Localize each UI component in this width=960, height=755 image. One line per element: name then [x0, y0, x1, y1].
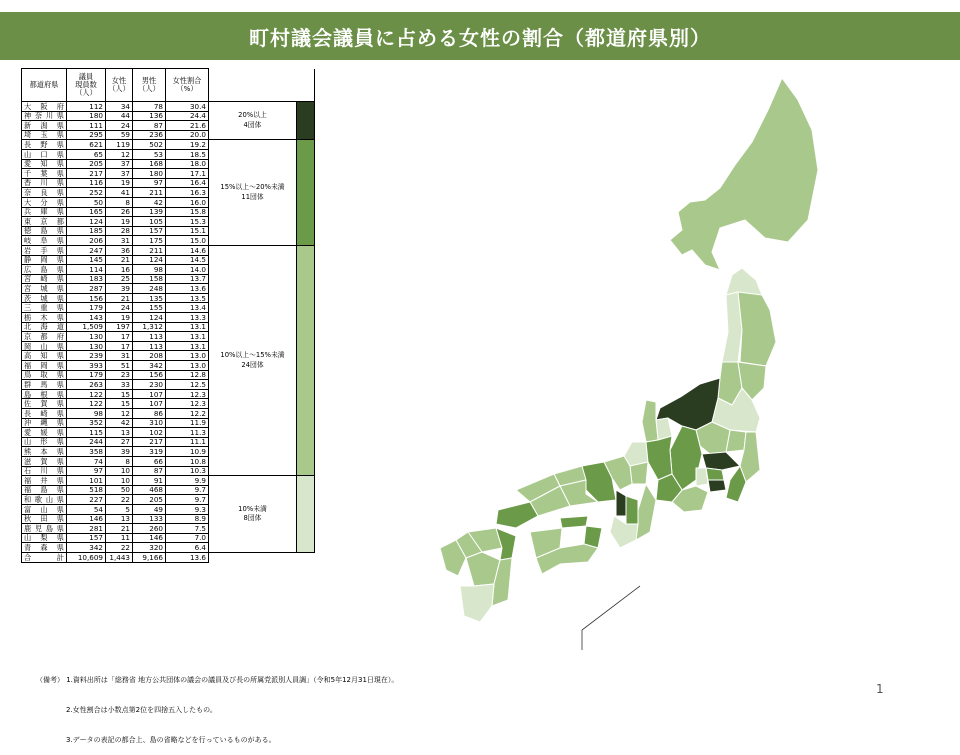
cell-total: 50 — [67, 197, 106, 207]
cell-ratio: 13.5 — [166, 293, 209, 303]
cell-ratio: 15.3 — [166, 217, 209, 227]
page-number: 1 — [876, 682, 884, 696]
cell-prefecture: 沖縄県 — [22, 418, 67, 428]
cell-male: 87 — [133, 121, 166, 131]
cell-prefecture: 石川県 — [22, 466, 67, 476]
cell-prefecture: 富山県 — [22, 504, 67, 514]
cell-ratio: 13.0 — [166, 361, 209, 371]
cell-male: 211 — [133, 188, 166, 198]
header-male: 男性 （人） — [133, 69, 166, 102]
header-group — [209, 69, 297, 102]
note-2: 2.女性割合は小数点第2位を四捨五入したもの。 — [66, 706, 217, 714]
group-label: 15%以上～20%未満 11団体 — [209, 140, 297, 246]
cell-ratio: 12.3 — [166, 399, 209, 409]
cell-total: 146 — [67, 514, 106, 524]
cell-total: 281 — [67, 524, 106, 534]
cell-prefecture: 千葉県 — [22, 169, 67, 179]
cell-female: 19 — [106, 217, 133, 227]
cell-total: 65 — [67, 149, 106, 159]
japan-map — [420, 70, 820, 650]
header-female: 女性 （人） — [106, 69, 133, 102]
cell-prefecture: 福島県 — [22, 485, 67, 495]
cell-female: 15 — [106, 399, 133, 409]
cell-total: 114 — [67, 265, 106, 275]
cell-total: 179 — [67, 303, 106, 313]
cell-ratio: 7.0 — [166, 533, 209, 543]
map-ishikawa — [642, 400, 658, 442]
cell-female: 10 — [106, 466, 133, 476]
cell-female: 39 — [106, 447, 133, 457]
cell-male: 135 — [133, 293, 166, 303]
cell-female: 31 — [106, 351, 133, 361]
cell-male: 42 — [133, 197, 166, 207]
cell-prefecture: 京都府 — [22, 332, 67, 342]
cell-prefecture: 静岡県 — [22, 255, 67, 265]
cell-ratio: 17.1 — [166, 169, 209, 179]
cell-male: 217 — [133, 437, 166, 447]
cell-ratio: 14.5 — [166, 255, 209, 265]
cell-prefecture: 茨城県 — [22, 293, 67, 303]
cell-total: 263 — [67, 380, 106, 390]
cell-ratio: 30.4 — [166, 102, 209, 112]
cell-male: 320 — [133, 543, 166, 553]
cell-total: 239 — [67, 351, 106, 361]
cell-total: 98 — [67, 409, 106, 419]
cell-ratio: 9.9 — [166, 476, 209, 486]
cell-total: 252 — [67, 188, 106, 198]
cell-male: 97 — [133, 178, 166, 188]
cell-ratio: 14.6 — [166, 245, 209, 255]
cell-female: 26 — [106, 207, 133, 217]
cell-prefecture: 滋賀県 — [22, 456, 67, 466]
cell-male: 133 — [133, 514, 166, 524]
okinawa-inset-frame — [582, 586, 640, 650]
cell-male: 107 — [133, 389, 166, 399]
cell-male: 102 — [133, 428, 166, 438]
cell-prefecture: 山梨県 — [22, 533, 67, 543]
cell-prefecture: 神奈川県 — [22, 111, 67, 121]
cell-total: 287 — [67, 284, 106, 294]
cell-total: 145 — [67, 255, 106, 265]
note-3: 3.データの表記の都合上、島の省略などを行っているものがある。 — [66, 736, 276, 744]
cell-female: 11 — [106, 533, 133, 543]
cell-prefecture: 青森県 — [22, 543, 67, 553]
cell-ratio: 12.8 — [166, 370, 209, 380]
cell-ratio: 7.5 — [166, 524, 209, 534]
map-osaka — [616, 490, 626, 516]
cell-total: 54 — [67, 504, 106, 514]
cell-female: 23 — [106, 370, 133, 380]
cell-total: 157 — [67, 533, 106, 543]
cell-ratio: 18.0 — [166, 159, 209, 169]
cell-male: 98 — [133, 265, 166, 275]
cell-total: 518 — [67, 485, 106, 495]
cell-ratio: 11.3 — [166, 428, 209, 438]
total-male: 9,166 — [133, 552, 166, 562]
cell-female: 12 — [106, 409, 133, 419]
cell-female: 28 — [106, 226, 133, 236]
cell-male: 78 — [133, 102, 166, 112]
cell-total: 217 — [67, 169, 106, 179]
cell-ratio: 15.8 — [166, 207, 209, 217]
cell-ratio: 12.2 — [166, 409, 209, 419]
cell-prefecture: 鳥取県 — [22, 370, 67, 380]
cell-prefecture: 福岡県 — [22, 361, 67, 371]
group-color-swatch — [297, 245, 315, 475]
table-row — [22, 245, 315, 255]
cell-female: 19 — [106, 178, 133, 188]
cell-total: 227 — [67, 495, 106, 505]
cell-male: 236 — [133, 130, 166, 140]
cell-ratio: 24.4 — [166, 111, 209, 121]
table-row — [22, 102, 315, 112]
cell-male: 157 — [133, 226, 166, 236]
cell-ratio: 13.3 — [166, 313, 209, 323]
cell-male: 208 — [133, 351, 166, 361]
header-ratio: 女性割合 （%） — [166, 69, 209, 102]
total-ratio: 13.6 — [166, 552, 209, 562]
cell-total: 165 — [67, 207, 106, 217]
cell-female: 24 — [106, 303, 133, 313]
cell-total: 115 — [67, 428, 106, 438]
cell-female: 25 — [106, 274, 133, 284]
cell-female: 15 — [106, 389, 133, 399]
group-color-swatch — [297, 102, 315, 140]
cell-total: 342 — [67, 543, 106, 553]
cell-prefecture: 島根県 — [22, 389, 67, 399]
cell-ratio: 13.7 — [166, 274, 209, 284]
cell-male: 158 — [133, 274, 166, 284]
cell-prefecture: 宮城県 — [22, 284, 67, 294]
cell-prefecture: 奈良県 — [22, 188, 67, 198]
cell-total: 205 — [67, 159, 106, 169]
cell-ratio: 10.3 — [166, 466, 209, 476]
map-tokyo — [706, 468, 724, 480]
cell-total: 179 — [67, 370, 106, 380]
cell-prefecture: 岩手県 — [22, 245, 67, 255]
cell-total: 185 — [67, 226, 106, 236]
cell-prefecture: 徳島県 — [22, 226, 67, 236]
cell-male: 91 — [133, 476, 166, 486]
cell-male: 260 — [133, 524, 166, 534]
cell-female: 17 — [106, 332, 133, 342]
cell-male: 156 — [133, 370, 166, 380]
cell-female: 34 — [106, 102, 133, 112]
cell-male: 230 — [133, 380, 166, 390]
group-label: 10%未満 8団体 — [209, 476, 297, 553]
cell-ratio: 11.9 — [166, 418, 209, 428]
cell-female: 44 — [106, 111, 133, 121]
cell-total: 122 — [67, 399, 106, 409]
cell-prefecture: 兵庫県 — [22, 207, 67, 217]
cell-total: 130 — [67, 341, 106, 351]
cell-ratio: 13.1 — [166, 322, 209, 332]
cell-male: 105 — [133, 217, 166, 227]
prefecture-table — [21, 68, 315, 563]
cell-female: 37 — [106, 169, 133, 179]
cell-female: 31 — [106, 236, 133, 246]
cell-female: 12 — [106, 149, 133, 159]
cell-prefecture: 新潟県 — [22, 121, 67, 131]
header-swatch — [297, 69, 315, 102]
cell-ratio: 15.1 — [166, 226, 209, 236]
cell-prefecture: 広島県 — [22, 265, 67, 275]
cell-male: 124 — [133, 313, 166, 323]
cell-prefecture: 和歌山県 — [22, 495, 67, 505]
cell-ratio: 8.9 — [166, 514, 209, 524]
cell-ratio: 11.1 — [166, 437, 209, 447]
cell-total: 206 — [67, 236, 106, 246]
cell-prefecture: 埼玉県 — [22, 130, 67, 140]
cell-prefecture: 栃木県 — [22, 313, 67, 323]
cell-male: 124 — [133, 255, 166, 265]
map-nara — [626, 496, 638, 524]
cell-prefecture: 宮崎県 — [22, 274, 67, 284]
cell-ratio: 16.0 — [166, 197, 209, 207]
cell-male: 1,312 — [133, 322, 166, 332]
cell-prefecture: 愛媛県 — [22, 428, 67, 438]
cell-ratio: 16.3 — [166, 188, 209, 198]
cell-total: 101 — [67, 476, 106, 486]
cell-female: 51 — [106, 361, 133, 371]
cell-male: 248 — [133, 284, 166, 294]
cell-male: 310 — [133, 418, 166, 428]
total-label: 合 計 — [22, 552, 67, 562]
cell-ratio: 18.5 — [166, 149, 209, 159]
cell-ratio: 9.3 — [166, 504, 209, 514]
cell-female: 41 — [106, 188, 133, 198]
cell-ratio: 10.8 — [166, 456, 209, 466]
map-iwate — [738, 292, 776, 366]
map-kagawa — [560, 516, 588, 528]
cell-female: 22 — [106, 543, 133, 553]
cell-prefecture: 鹿児島県 — [22, 524, 67, 534]
cell-ratio: 10.9 — [166, 447, 209, 457]
map-gifu — [646, 436, 672, 480]
map-yamanashi — [696, 468, 708, 486]
cell-female: 50 — [106, 485, 133, 495]
cell-total: 122 — [67, 389, 106, 399]
cell-total: 97 — [67, 466, 106, 476]
cell-female: 27 — [106, 437, 133, 447]
cell-prefecture: 長崎県 — [22, 409, 67, 419]
cell-female: 13 — [106, 514, 133, 524]
cell-female: 36 — [106, 245, 133, 255]
cell-male: 175 — [133, 236, 166, 246]
cell-male: 139 — [133, 207, 166, 217]
cell-ratio: 14.0 — [166, 265, 209, 275]
map-saitama — [702, 452, 740, 470]
cell-ratio: 13.6 — [166, 284, 209, 294]
cell-prefecture: 群馬県 — [22, 380, 67, 390]
table-total-row — [22, 552, 315, 562]
cell-female: 37 — [106, 159, 133, 169]
cell-total: 116 — [67, 178, 106, 188]
cell-total: 295 — [67, 130, 106, 140]
total-count: 10,609 — [67, 552, 106, 562]
cell-male: 205 — [133, 495, 166, 505]
cell-male: 49 — [133, 504, 166, 514]
cell-ratio: 12.3 — [166, 389, 209, 399]
cell-female: 197 — [106, 322, 133, 332]
cell-male: 468 — [133, 485, 166, 495]
cell-total: 124 — [67, 217, 106, 227]
cell-total: 156 — [67, 293, 106, 303]
cell-female: 39 — [106, 284, 133, 294]
cell-prefecture: 三重県 — [22, 303, 67, 313]
cell-total: 180 — [67, 111, 106, 121]
cell-female: 42 — [106, 418, 133, 428]
cell-prefecture: 東京都 — [22, 217, 67, 227]
cell-male: 136 — [133, 111, 166, 121]
cell-female: 21 — [106, 255, 133, 265]
cell-total: 74 — [67, 456, 106, 466]
cell-prefecture: 大阪府 — [22, 102, 67, 112]
cell-prefecture: 大分県 — [22, 197, 67, 207]
cell-male: 66 — [133, 456, 166, 466]
note-1: （備考） 1.資料出所は「総務省 地方公共団体の議会の議員及び長の所属党派別人員調」（令和5年12月31日現在）。 — [36, 676, 399, 684]
cell-female: 22 — [106, 495, 133, 505]
map-yamaguchi — [496, 502, 538, 528]
cell-male: 319 — [133, 447, 166, 457]
cell-female: 5 — [106, 504, 133, 514]
cell-prefecture: 秋田県 — [22, 514, 67, 524]
cell-ratio: 6.4 — [166, 543, 209, 553]
cell-male: 113 — [133, 332, 166, 342]
cell-prefecture: 岐阜県 — [22, 236, 67, 246]
header-prefecture: 都道府県 — [22, 69, 67, 102]
cell-total: 352 — [67, 418, 106, 428]
total-female: 1,443 — [106, 552, 133, 562]
group-color-swatch — [297, 476, 315, 553]
cell-female: 10 — [106, 476, 133, 486]
cell-male: 87 — [133, 466, 166, 476]
cell-total: 130 — [67, 332, 106, 342]
cell-total: 111 — [67, 121, 106, 131]
cell-prefecture: 岡山県 — [22, 341, 67, 351]
cell-total: 244 — [67, 437, 106, 447]
cell-male: 113 — [133, 341, 166, 351]
cell-total: 1,509 — [67, 322, 106, 332]
cell-male: 180 — [133, 169, 166, 179]
cell-female: 119 — [106, 140, 133, 150]
cell-ratio: 13.1 — [166, 341, 209, 351]
cell-prefecture: 福井県 — [22, 476, 67, 486]
cell-female: 16 — [106, 265, 133, 275]
notes — [36, 655, 398, 755]
cell-prefecture: 山形県 — [22, 437, 67, 447]
cell-prefecture: 高知県 — [22, 351, 67, 361]
cell-male: 155 — [133, 303, 166, 313]
cell-prefecture: 香川県 — [22, 178, 67, 188]
cell-ratio: 12.5 — [166, 380, 209, 390]
group-color-swatch — [297, 140, 315, 246]
cell-total: 358 — [67, 447, 106, 457]
cell-total: 621 — [67, 140, 106, 150]
cell-female: 19 — [106, 313, 133, 323]
map-kanagawa — [708, 480, 726, 492]
cell-female: 59 — [106, 130, 133, 140]
cell-female: 8 — [106, 197, 133, 207]
table-row — [22, 140, 315, 150]
cell-female: 13 — [106, 428, 133, 438]
header-total: 議員 現員数 （人） — [67, 69, 106, 102]
cell-female: 21 — [106, 293, 133, 303]
cell-female: 24 — [106, 121, 133, 131]
map-hokkaido — [670, 78, 818, 270]
cell-ratio: 13.1 — [166, 332, 209, 342]
cell-prefecture: 熊本県 — [22, 447, 67, 457]
cell-ratio: 13.4 — [166, 303, 209, 313]
cell-ratio: 19.2 — [166, 140, 209, 150]
cell-male: 53 — [133, 149, 166, 159]
cell-female: 17 — [106, 341, 133, 351]
table-header-row — [22, 69, 315, 102]
cell-male: 168 — [133, 159, 166, 169]
cell-ratio: 13.0 — [166, 351, 209, 361]
cell-prefecture: 山口県 — [22, 149, 67, 159]
cell-ratio: 9.7 — [166, 495, 209, 505]
cell-total: 393 — [67, 361, 106, 371]
page-title: 町村議会議員に占める女性の割合（都道府県別） — [0, 12, 960, 60]
cell-prefecture: 佐賀県 — [22, 399, 67, 409]
cell-prefecture: 長野県 — [22, 140, 67, 150]
cell-total: 247 — [67, 245, 106, 255]
cell-male: 107 — [133, 399, 166, 409]
cell-male: 86 — [133, 409, 166, 419]
cell-male: 502 — [133, 140, 166, 150]
cell-female: 8 — [106, 456, 133, 466]
map-shiga — [630, 462, 648, 484]
cell-ratio: 16.4 — [166, 178, 209, 188]
cell-male: 211 — [133, 245, 166, 255]
group-label: 20%以上 4団体 — [209, 102, 297, 140]
cell-ratio: 21.6 — [166, 121, 209, 131]
cell-total: 112 — [67, 102, 106, 112]
map-mie — [636, 484, 656, 540]
cell-male: 146 — [133, 533, 166, 543]
cell-total: 143 — [67, 313, 106, 323]
cell-prefecture: 北海道 — [22, 322, 67, 332]
cell-ratio: 20.0 — [166, 130, 209, 140]
cell-male: 342 — [133, 361, 166, 371]
cell-ratio: 15.0 — [166, 236, 209, 246]
map-kagoshima — [460, 584, 494, 622]
cell-female: 21 — [106, 524, 133, 534]
table-row — [22, 476, 315, 486]
cell-female: 33 — [106, 380, 133, 390]
cell-total: 183 — [67, 274, 106, 284]
group-label: 10%以上～15%未満 24団体 — [209, 245, 297, 475]
cell-prefecture: 愛知県 — [22, 159, 67, 169]
cell-ratio: 9.7 — [166, 485, 209, 495]
